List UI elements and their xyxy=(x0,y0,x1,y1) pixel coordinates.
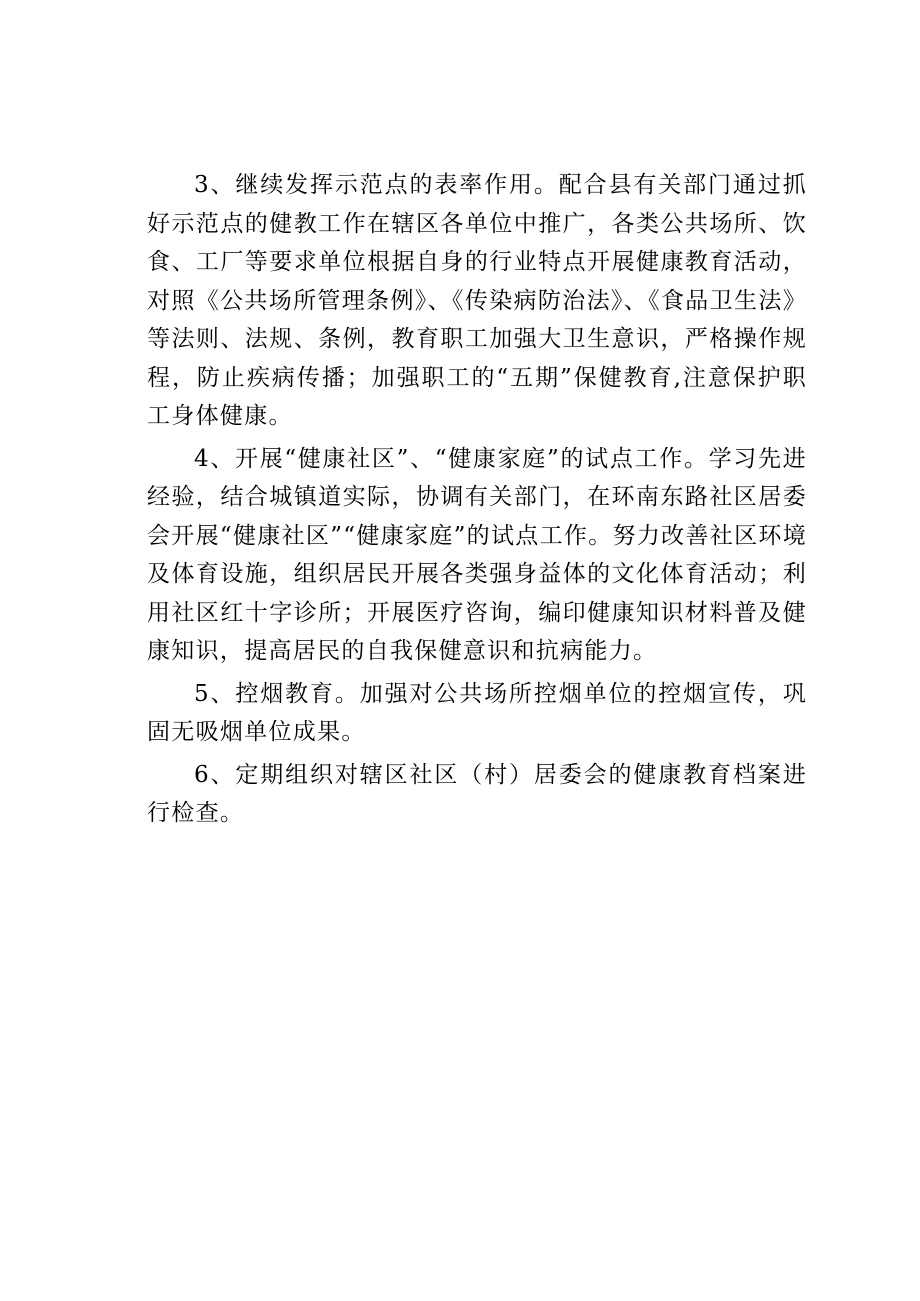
paragraph-item-5: 5、控烟教育。加强对公共场所控烟单位的控烟宣传，巩固无吸烟单位成果。 xyxy=(147,680,807,745)
paragraph-item-3: 3、继续发挥示范点的表率作用。配合县有关部门通过抓好示范点的健教工作在辖区各单位中推广，各类公共场所、饮食、工厂等要求单位根据自身的行业特点开展健康教育活动，对照《公共场所管理条例》、《传染病防治法》、《食品卫生法》等法则、法规、条例，教育职工加强大卫生意识，严格操作规程，防止疾病传播；加强职工的“五期”保健教育,注意保护职工身体健康。 xyxy=(147,172,807,429)
paragraph-item-6: 6、定期组织对辖区社区（村）居委会的健康教育档案进行检查。 xyxy=(147,761,807,826)
document-body xyxy=(147,166,807,837)
paragraph-item-4: 4、开展“健康社区”、“健康家庭”的试点工作。学习先进经验，结合城镇道实际，协调有关部门，在环南东路社区居委会开展“健康社区”“健康家庭”的试点工作。努力改善社区环境及体育设施，组织居民开展各类强身益体的文化体育活动；利用社区红十字诊所；开展医疗咨询，编印健康知识材料普及健康知识，提高居民的自我保健意识和抗病能力。 xyxy=(147,445,807,664)
